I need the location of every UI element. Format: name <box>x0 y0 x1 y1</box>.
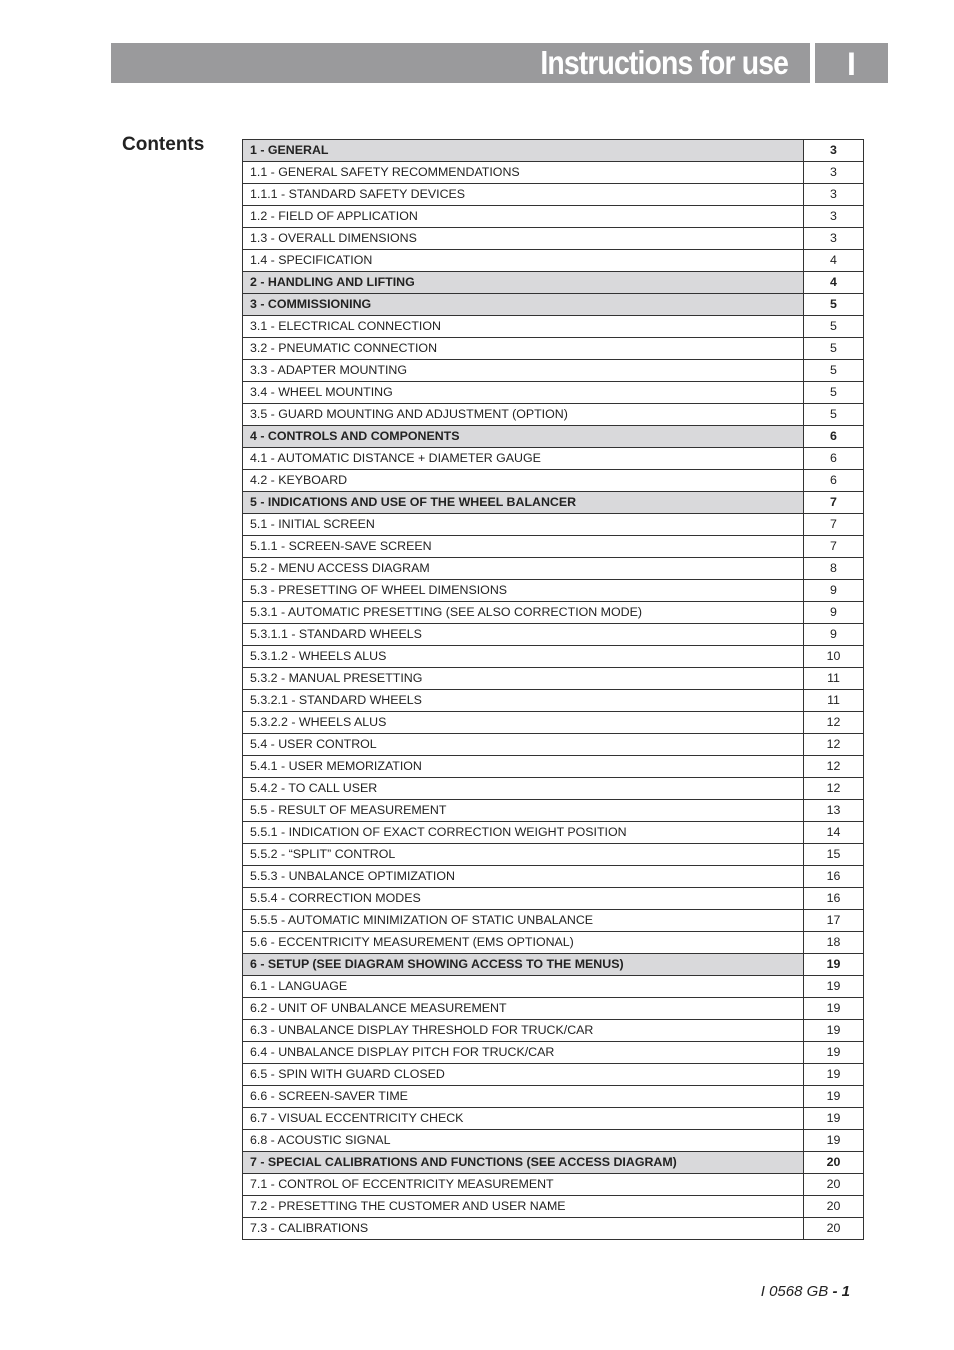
toc-entry-page: 12 <box>804 734 864 756</box>
toc-entry-page: 14 <box>804 822 864 844</box>
language-code: GB <box>806 1283 829 1300</box>
toc-entry-title: 6.8 - ACOUSTIC SIGNAL <box>243 1130 804 1152</box>
toc-row <box>243 1108 864 1130</box>
toc-section-row <box>243 140 864 162</box>
toc-row <box>243 558 864 580</box>
toc-section-row <box>243 426 864 448</box>
toc-row <box>243 624 864 646</box>
toc-entry-title: 1.1.1 - STANDARD SAFETY DEVICES <box>243 184 804 206</box>
toc-row <box>243 976 864 998</box>
toc-row <box>243 712 864 734</box>
toc-entry-title: 6.5 - SPIN WITH GUARD CLOSED <box>243 1064 804 1086</box>
toc-row <box>243 932 864 954</box>
toc-entry-title: 3.1 - ELECTRICAL CONNECTION <box>243 316 804 338</box>
toc-entry-page: 11 <box>804 690 864 712</box>
toc-entry-page: 19 <box>804 1130 864 1152</box>
toc-entry-title: 3 - COMMISSIONING <box>243 294 804 316</box>
document-code: I 0568 <box>760 1283 803 1300</box>
toc-entry-page: 3 <box>804 140 864 162</box>
toc-row <box>243 1218 864 1240</box>
toc-row <box>243 1042 864 1064</box>
toc-entry-page: 19 <box>804 998 864 1020</box>
toc-row <box>243 1130 864 1152</box>
toc-entry-page: 12 <box>804 712 864 734</box>
toc-row <box>243 822 864 844</box>
toc-entry-title: 5.3.1.2 - WHEELS ALUS <box>243 646 804 668</box>
toc-section-row <box>243 272 864 294</box>
toc-row <box>243 448 864 470</box>
toc-entry-page: 20 <box>804 1152 864 1174</box>
toc-entry-page: 6 <box>804 448 864 470</box>
toc-entry-page: 16 <box>804 866 864 888</box>
toc-entry-title: 1 - GENERAL <box>243 140 804 162</box>
toc-entry-page: 19 <box>804 1042 864 1064</box>
toc-row <box>243 382 864 404</box>
toc-entry-page: 5 <box>804 382 864 404</box>
toc-entry-page: 20 <box>804 1218 864 1240</box>
toc-entry-page: 5 <box>804 294 864 316</box>
toc-entry-page: 18 <box>804 932 864 954</box>
toc-entry-title: 5.5.4 - CORRECTION MODES <box>243 888 804 910</box>
toc-row <box>243 316 864 338</box>
toc-entry-title: 3.5 - GUARD MOUNTING AND ADJUSTMENT (OPTION) <box>243 404 804 426</box>
toc-entry-title: 5.1.1 - SCREEN-SAVE SCREEN <box>243 536 804 558</box>
toc-entry-title: 3.2 - PNEUMATIC CONNECTION <box>243 338 804 360</box>
toc-entry-title: 5.5.5 - AUTOMATIC MINIMIZATION OF STATIC UNBALANCE <box>243 910 804 932</box>
toc-row <box>243 580 864 602</box>
toc-entry-page: 9 <box>804 624 864 646</box>
toc-entry-page: 3 <box>804 228 864 250</box>
toc-row <box>243 514 864 536</box>
toc-entry-title: 5.5 - RESULT OF MEASUREMENT <box>243 800 804 822</box>
toc-entry-page: 10 <box>804 646 864 668</box>
page-number: - 1 <box>832 1283 850 1300</box>
toc-entry-page: 13 <box>804 800 864 822</box>
toc-row <box>243 668 864 690</box>
toc-row <box>243 866 864 888</box>
toc-entry-page: 9 <box>804 602 864 624</box>
toc-entry-title: 6.4 - UNBALANCE DISPLAY PITCH FOR TRUCK/CAR <box>243 1042 804 1064</box>
toc-entry-title: 7.1 - CONTROL OF ECCENTRICITY MEASUREMENT <box>243 1174 804 1196</box>
toc-entry-page: 15 <box>804 844 864 866</box>
toc-row <box>243 1196 864 1218</box>
toc-entry-page: 19 <box>804 976 864 998</box>
toc-entry-page: 20 <box>804 1196 864 1218</box>
toc-entry-title: 4 - CONTROLS AND COMPONENTS <box>243 426 804 448</box>
toc-row <box>243 250 864 272</box>
toc-entry-title: 3.4 - WHEEL MOUNTING <box>243 382 804 404</box>
toc-entry-page: 9 <box>804 580 864 602</box>
toc-entry-title: 5.2 - MENU ACCESS DIAGRAM <box>243 558 804 580</box>
table-of-contents <box>242 139 864 1240</box>
toc-section-row <box>243 1152 864 1174</box>
toc-entry-title: 1.4 - SPECIFICATION <box>243 250 804 272</box>
toc-entry-title: 5.3 - PRESETTING OF WHEEL DIMENSIONS <box>243 580 804 602</box>
toc-entry-page: 16 <box>804 888 864 910</box>
toc-entry-page: 19 <box>804 954 864 976</box>
toc-row <box>243 360 864 382</box>
toc-entry-page: 8 <box>804 558 864 580</box>
toc-entry-title: 6.1 - LANGUAGE <box>243 976 804 998</box>
toc-row <box>243 778 864 800</box>
toc-entry-title: 6.6 - SCREEN-SAVER TIME <box>243 1086 804 1108</box>
toc-entry-title: 7.3 - CALIBRATIONS <box>243 1218 804 1240</box>
toc-entry-page: 12 <box>804 778 864 800</box>
toc-entry-page: 20 <box>804 1174 864 1196</box>
toc-entry-title: 5.3.2.2 - WHEELS ALUS <box>243 712 804 734</box>
toc-entry-title: 6 - SETUP (SEE DIAGRAM SHOWING ACCESS TO THE MENUS) <box>243 954 804 976</box>
toc-entry-title: 5.4.2 - TO CALL USER <box>243 778 804 800</box>
toc-entry-page: 19 <box>804 1064 864 1086</box>
page-title: Instructions for use <box>540 44 788 81</box>
toc-row <box>243 404 864 426</box>
toc-entry-title: 5.5.3 - UNBALANCE OPTIMIZATION <box>243 866 804 888</box>
toc-row <box>243 184 864 206</box>
toc-entry-title: 2 - HANDLING AND LIFTING <box>243 272 804 294</box>
toc-entry-page: 5 <box>804 316 864 338</box>
toc-row <box>243 756 864 778</box>
toc-entry-title: 6.7 - VISUAL ECCENTRICITY CHECK <box>243 1108 804 1130</box>
toc-entry-title: 5.5.2 - “SPLIT” CONTROL <box>243 844 804 866</box>
toc-entry-page: 7 <box>804 514 864 536</box>
toc-row <box>243 1020 864 1042</box>
toc-row <box>243 800 864 822</box>
toc-row <box>243 228 864 250</box>
toc-entry-title: 1.1 - GENERAL SAFETY RECOMMENDATIONS <box>243 162 804 184</box>
header-bar <box>111 43 810 83</box>
toc-entry-page: 17 <box>804 910 864 932</box>
toc-entry-title: 5.6 - ECCENTRICITY MEASUREMENT (EMS OPTIONAL) <box>243 932 804 954</box>
toc-entry-title: 5.3.1.1 - STANDARD WHEELS <box>243 624 804 646</box>
toc-row <box>243 206 864 228</box>
toc-row <box>243 1174 864 1196</box>
toc-entry-title: 3.3 - ADAPTER MOUNTING <box>243 360 804 382</box>
toc-row <box>243 338 864 360</box>
toc-section-row <box>243 954 864 976</box>
toc-entry-title: 6.2 - UNIT OF UNBALANCE MEASUREMENT <box>243 998 804 1020</box>
toc-row <box>243 690 864 712</box>
toc-entry-title: 5.4 - USER CONTROL <box>243 734 804 756</box>
toc-row <box>243 602 864 624</box>
toc-section-row <box>243 294 864 316</box>
toc-entry-title: 1.2 - FIELD OF APPLICATION <box>243 206 804 228</box>
toc-row <box>243 1064 864 1086</box>
toc-entry-page: 7 <box>804 536 864 558</box>
toc-row <box>243 536 864 558</box>
toc-entry-title: 7 - SPECIAL CALIBRATIONS AND FUNCTIONS (SEE ACCESS DIAGRAM) <box>243 1152 804 1174</box>
toc-entry-title: 6.3 - UNBALANCE DISPLAY THRESHOLD FOR TRUCK/CAR <box>243 1020 804 1042</box>
toc-entry-title: 5.1 - INITIAL SCREEN <box>243 514 804 536</box>
toc-entry-page: 3 <box>804 162 864 184</box>
toc-entry-page: 5 <box>804 404 864 426</box>
toc-section-row <box>243 492 864 514</box>
toc-entry-page: 6 <box>804 470 864 492</box>
toc-row <box>243 470 864 492</box>
toc-entry-title: 5.3.2 - MANUAL PRESETTING <box>243 668 804 690</box>
toc-body <box>243 140 864 1240</box>
toc-entry-page: 7 <box>804 492 864 514</box>
toc-entry-title: 1.3 - OVERALL DIMENSIONS <box>243 228 804 250</box>
toc-row <box>243 734 864 756</box>
toc-entry-page: 19 <box>804 1108 864 1130</box>
toc-row <box>243 998 864 1020</box>
toc-row <box>243 162 864 184</box>
toc-entry-page: 6 <box>804 426 864 448</box>
toc-entry-title: 5.3.2.1 - STANDARD WHEELS <box>243 690 804 712</box>
contents-heading: Contents <box>122 134 205 155</box>
toc-row <box>243 1086 864 1108</box>
toc-entry-title: 4.1 - AUTOMATIC DISTANCE + DIAMETER GAUGE <box>243 448 804 470</box>
toc-entry-page: 11 <box>804 668 864 690</box>
toc-entry-page: 19 <box>804 1020 864 1042</box>
toc-entry-page: 5 <box>804 360 864 382</box>
toc-entry-page: 5 <box>804 338 864 360</box>
toc-entry-page: 12 <box>804 756 864 778</box>
toc-entry-title: 5 - INDICATIONS AND USE OF THE WHEEL BALANCER <box>243 492 804 514</box>
toc-row <box>243 888 864 910</box>
toc-entry-title: 5.3.1 - AUTOMATIC PRESETTING (SEE ALSO CORRECTION MODE) <box>243 602 804 624</box>
toc-entry-page: 3 <box>804 184 864 206</box>
toc-entry-title: 5.5.1 - INDICATION OF EXACT CORRECTION WEIGHT POSITION <box>243 822 804 844</box>
toc-entry-title: 7.2 - PRESETTING THE CUSTOMER AND USER NAME <box>243 1196 804 1218</box>
toc-entry-page: 19 <box>804 1086 864 1108</box>
toc-entry-page: 4 <box>804 250 864 272</box>
toc-row <box>243 646 864 668</box>
toc-row <box>243 910 864 932</box>
toc-entry-page: 3 <box>804 206 864 228</box>
toc-entry-title: 5.4.1 - USER MEMORIZATION <box>243 756 804 778</box>
page-footer <box>761 1283 850 1300</box>
toc-row <box>243 844 864 866</box>
toc-entry-title: 4.2 - KEYBOARD <box>243 470 804 492</box>
language-tab: I <box>815 43 888 83</box>
toc-entry-page: 4 <box>804 272 864 294</box>
